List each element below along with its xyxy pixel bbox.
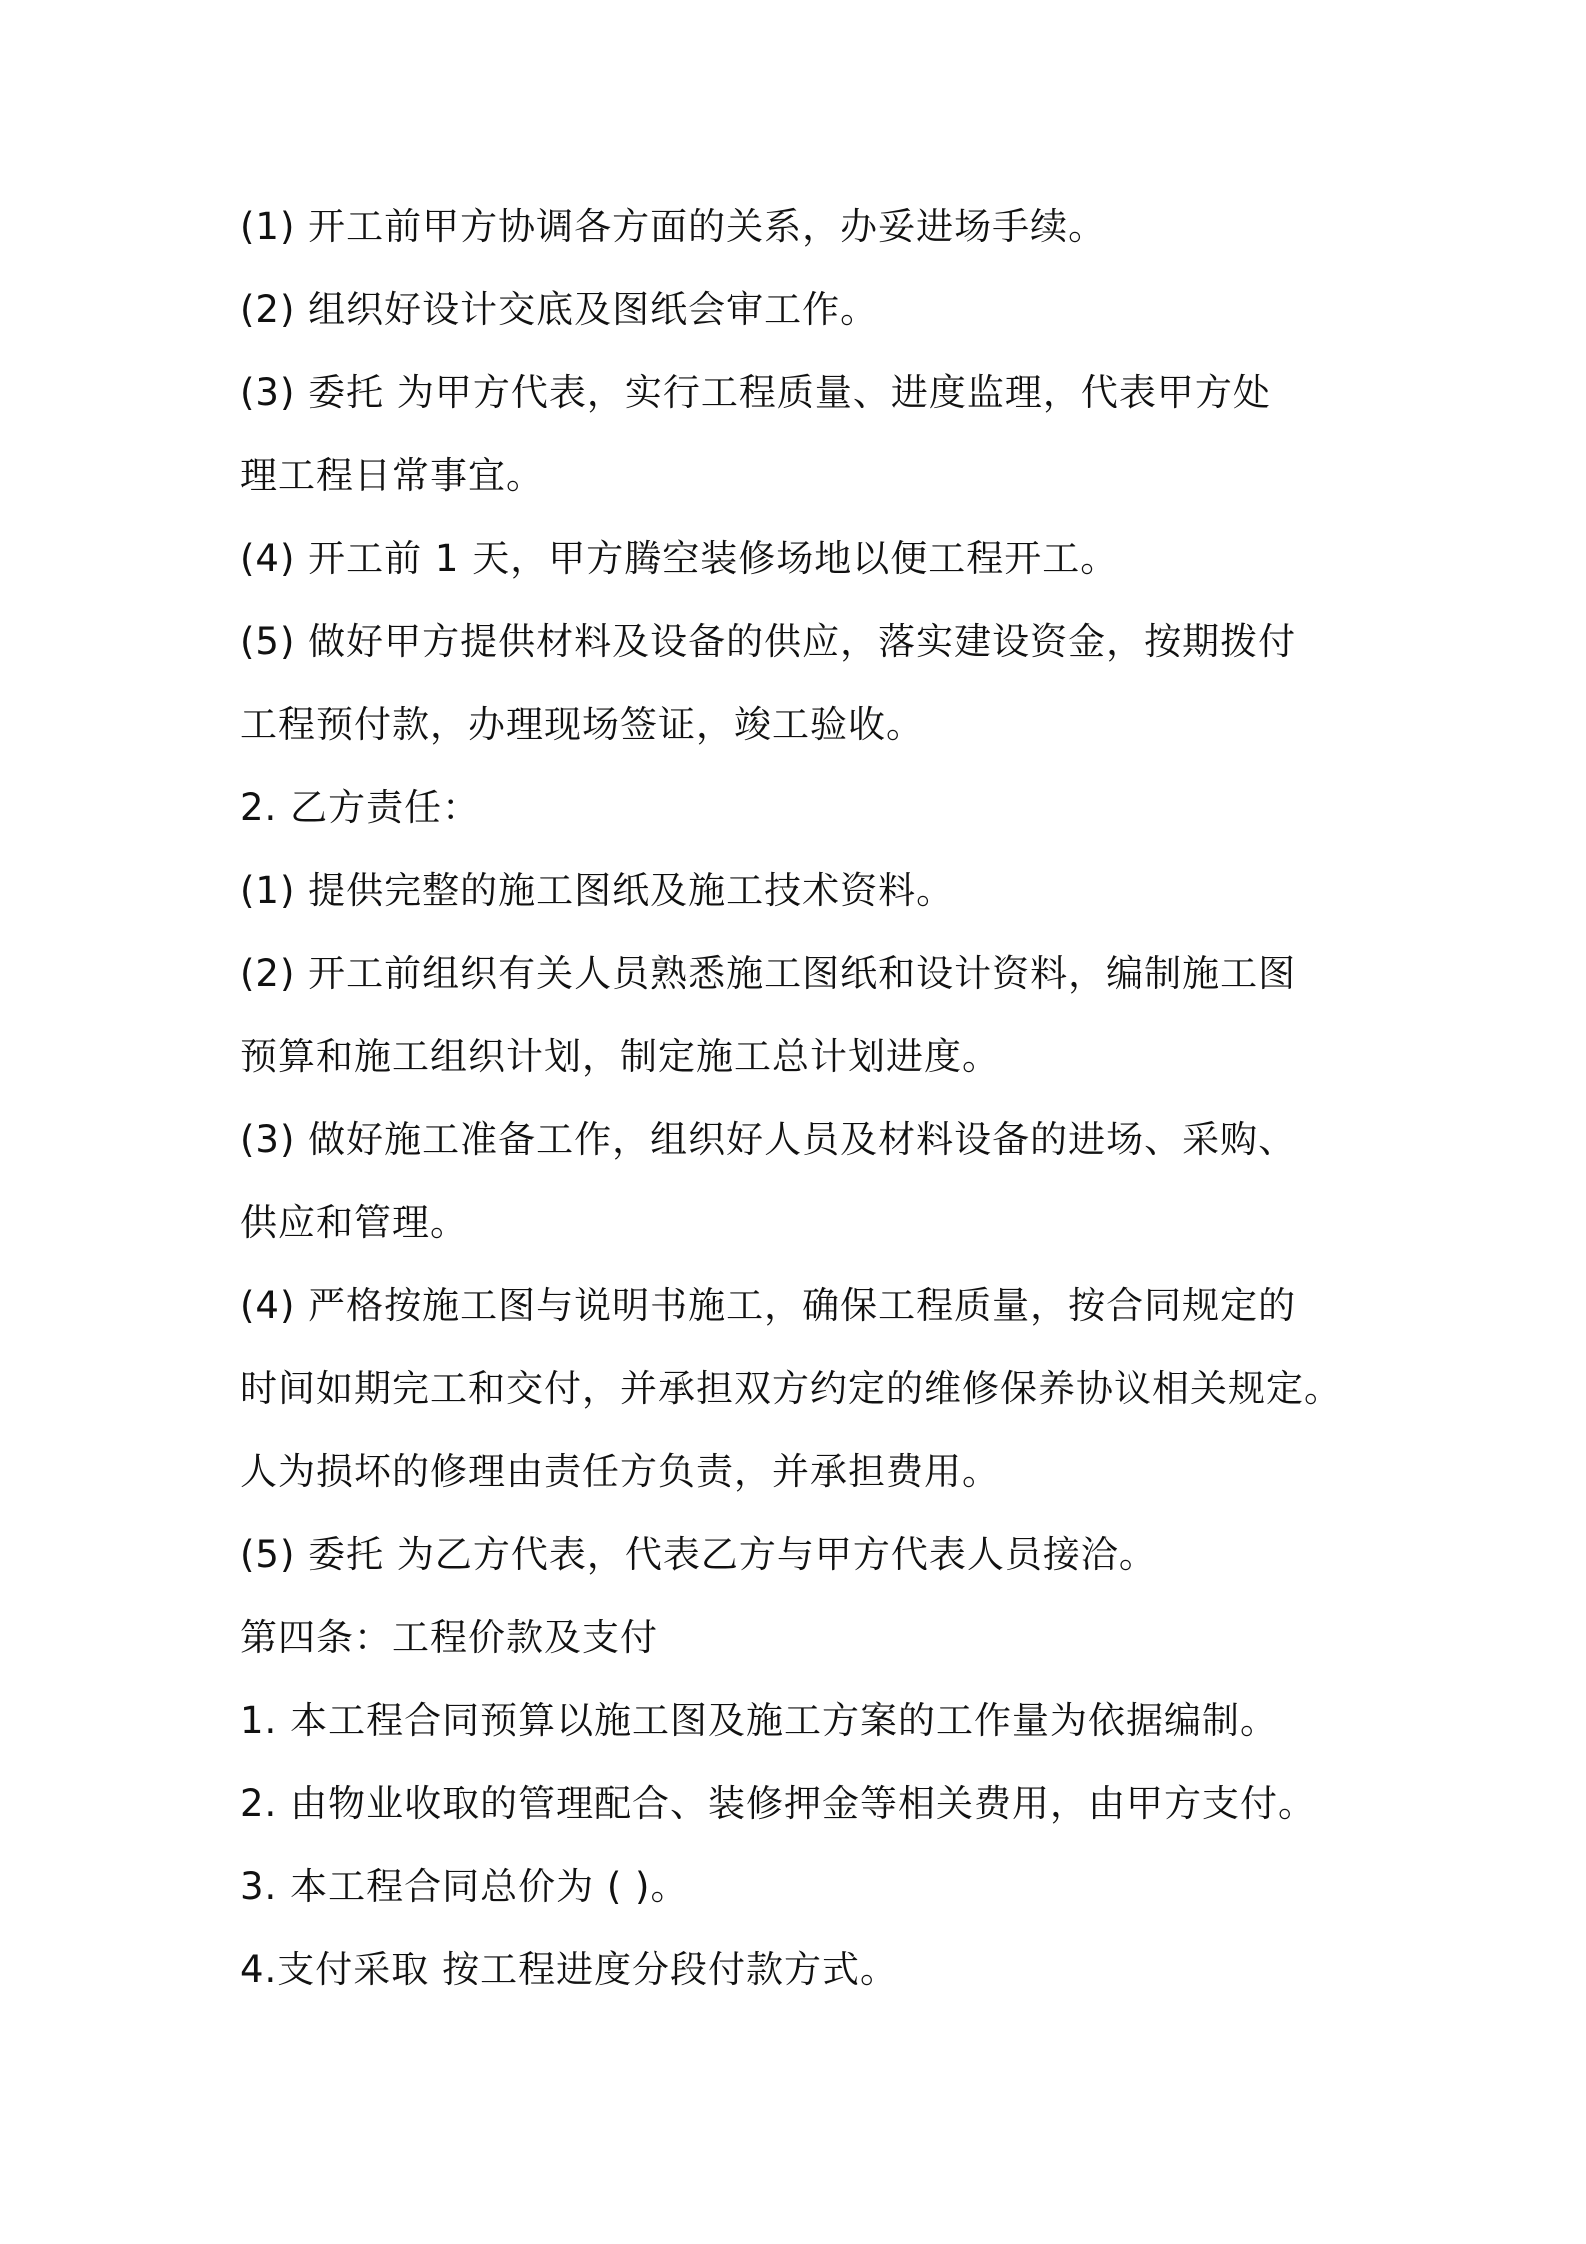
clause-2-2: (2) 开工前组织有关人员熟悉施工图纸和设计资料，编制施工图 [240, 952, 1297, 995]
clause-1-2: (2) 组织好设计交底及图纸会审工作。 [240, 288, 879, 331]
clause-1-5-cont: 工程预付款，办理现场签证，竣工验收。 [240, 703, 924, 746]
clause-1-5: (5) 做好甲方提供材料及设备的供应，落实建设资金，按期拨付 [240, 620, 1297, 663]
article-4-heading: 第四条：工程价款及支付 [240, 1616, 658, 1659]
clause-2-4-cont2: 人为损坏的修理由责任方负责，并承担费用。 [240, 1450, 1000, 1493]
payment-item-2: 2. 由物业收取的管理配合、装修押金等相关费用，由甲方支付。 [240, 1782, 1317, 1825]
clause-1-1: (1) 开工前甲方协调各方面的关系，办妥进场手续。 [240, 205, 1107, 248]
payment-item-4: 4.支付采取 按工程进度分段付款方式。 [240, 1948, 899, 1991]
clause-1-4: (4) 开工前 1 天，甲方腾空装修场地以便工程开工。 [240, 537, 1119, 580]
clause-2-2-cont: 预算和施工组织计划，制定施工总计划进度。 [240, 1035, 1000, 1078]
clause-2-5: (5) 委托 为乙方代表，代表乙方与甲方代表人员接洽。 [240, 1533, 1157, 1576]
clause-2-3-cont: 供应和管理。 [240, 1201, 468, 1244]
clause-1-3: (3) 委托 为甲方代表，实行工程质量、进度监理，代表甲方处 [240, 371, 1271, 414]
clause-2-4: (4) 严格按施工图与说明书施工，确保工程质量，按合同规定的 [240, 1284, 1297, 1327]
clause-2-3: (3) 做好施工准备工作，组织好人员及材料设备的进场、采购、 [240, 1118, 1297, 1161]
clause-2-4-cont: 时间如期完工和交付，并承担双方约定的维修保养协议相关规定。 [240, 1367, 1342, 1410]
clause-2-1: (1) 提供完整的施工图纸及施工技术资料。 [240, 869, 955, 912]
section-heading-party-b: 2. 乙方责任： [240, 786, 481, 829]
payment-item-1: 1. 本工程合同预算以施工图及施工方案的工作量为依据编制。 [240, 1699, 1279, 1742]
clause-1-3-cont: 理工程日常事宜。 [240, 454, 544, 497]
payment-item-3: 3. 本工程合同总价为 ( )。 [240, 1865, 689, 1908]
